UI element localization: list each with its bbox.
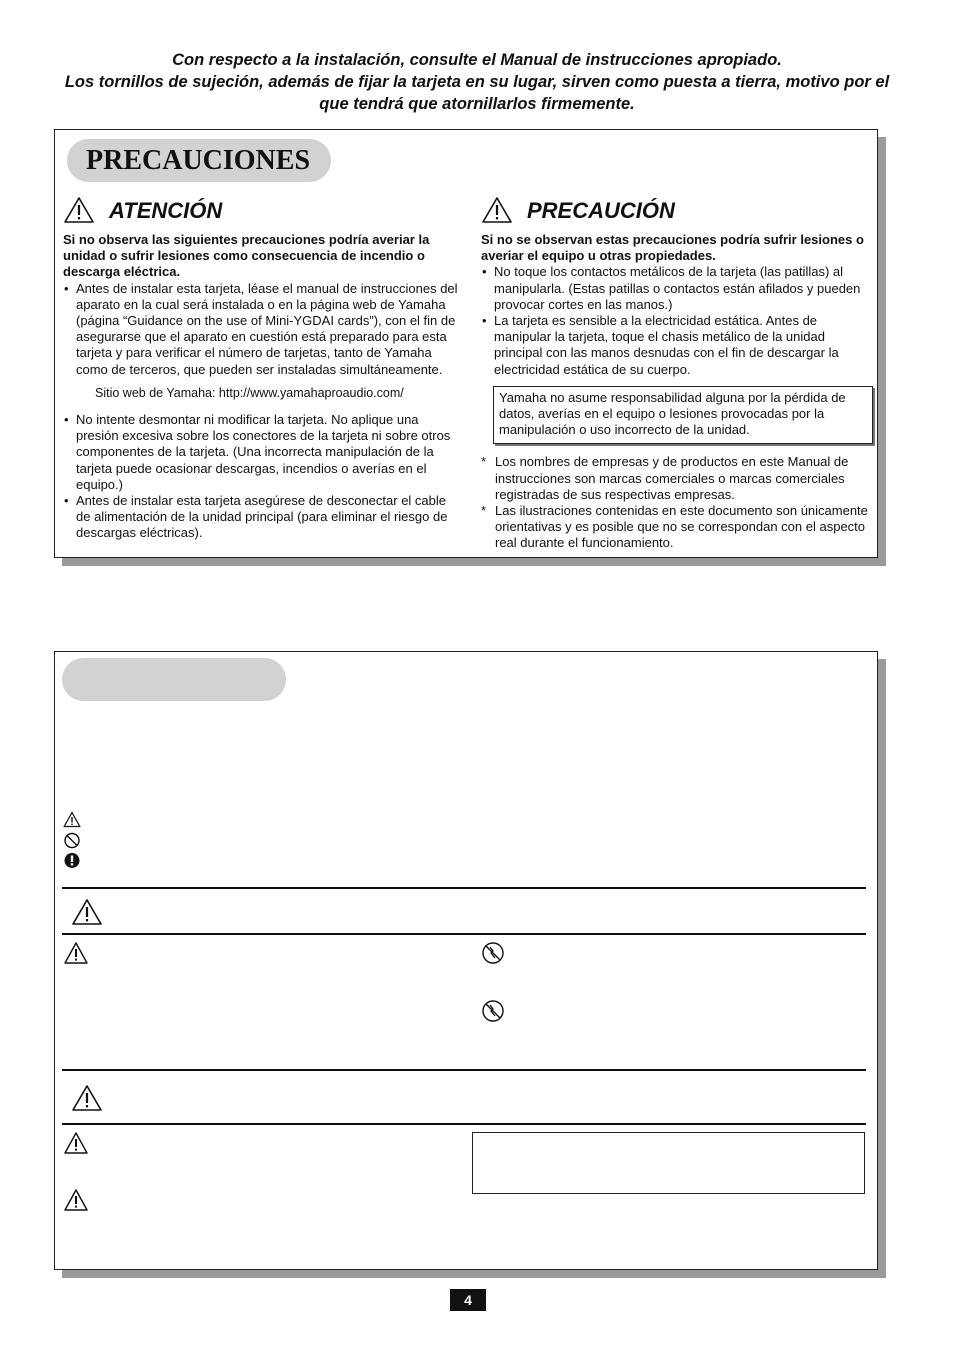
prohibited-icon xyxy=(63,832,81,849)
caution-column xyxy=(481,196,873,552)
caution-heading xyxy=(481,196,873,230)
installation-note-line-2: Los tornillos de sujeción, además de fijar la tarjeta en su lugar, sirven como puesta a tierra, motivo por el xyxy=(64,73,890,91)
precautions-title: PRECAUCIONES xyxy=(86,145,311,176)
liability-notice: Yamaha no asume responsabilidad alguna por la pérdida de datos, averías en el equipo o lesiones provocadas por la manipulación o uso incorrecto de la unidad. xyxy=(493,386,873,445)
warning-triangle-icon xyxy=(63,1131,89,1155)
caution-item-1: • No toque los contactos metálicos de la tarjeta (las patillas) al manipularla. (Estas patillas o contactos están afilados y pueden provocar cortes en las manos.) xyxy=(481,264,873,313)
footnote-illustrations: * Las ilustraciones contenidas en este documento son únicamente orientativas y es posible que no se correspondan con el aspecto real durante el funcionamiento. xyxy=(481,503,873,552)
section-rule xyxy=(62,933,866,935)
page-number: 4 xyxy=(450,1289,486,1311)
warning-item-3: • Antes de instalar esta tarjeta asegúrese de desconectar el cable de alimentación de la unidad principal (para eliminar el riesgo de descargas eléctricas). xyxy=(63,493,459,542)
blank-title-pill xyxy=(62,658,286,701)
footnote-trademarks: * Los nombres de empresas y de productos en este Manual de instrucciones son marcas comerciales o marcas comerciales registradas de sus respectivas empresas. xyxy=(481,454,873,503)
caution-heading-label: PRECAUCIÓN xyxy=(527,198,675,223)
warning-triangle-icon xyxy=(63,811,81,828)
no-disassembly-icon xyxy=(481,999,505,1023)
warning-triangle-icon xyxy=(71,898,103,926)
blank-precautions-box xyxy=(54,651,878,1270)
warning-heading xyxy=(63,196,459,230)
precautions-title-pill xyxy=(67,139,331,182)
warning-triangle-icon xyxy=(71,1084,103,1112)
section-rule xyxy=(62,1069,866,1071)
yamaha-website: Sitio web de Yamaha: http://www.yamahaproaudio.com/ xyxy=(95,385,404,400)
installation-note-line-1: Con respecto a la instalación, consulte el Manual de instrucciones apropiado. xyxy=(172,51,782,69)
warning-column xyxy=(63,196,459,542)
caution-lead: Si no se observan estas precauciones podría sufrir lesiones o averiar el equipo u otras propiedades. xyxy=(481,232,864,264)
warning-triangle-icon xyxy=(63,941,89,965)
no-disassembly-icon xyxy=(481,941,505,965)
warning-triangle-icon xyxy=(63,196,95,224)
mandatory-icon xyxy=(63,852,81,869)
warning-list xyxy=(63,281,459,378)
blank-notice-box xyxy=(472,1132,865,1194)
footnotes xyxy=(481,454,873,551)
precautions-box xyxy=(54,129,878,558)
installation-note xyxy=(40,49,914,115)
warning-lead: Si no observa las siguientes precauciones podría averiar la unidad o sufrir lesiones como consecuencia de incendio o descarga eléctrica. xyxy=(63,232,430,280)
warning-list-cont xyxy=(63,412,459,542)
warning-item-2: • No intente desmontar ni modificar la tarjeta. No aplique una presión excesiva sobre los conectores de la tarjeta ni sobre otros componentes de la tarjeta. (Una incorrecta manipulación de la tarjeta puede ocasionar descargas, incendios o averías en el equipo.) xyxy=(63,412,459,493)
caution-list xyxy=(481,264,873,377)
warning-triangle-icon xyxy=(63,1188,89,1212)
warning-triangle-icon xyxy=(481,196,513,224)
section-rule xyxy=(62,1123,866,1125)
warning-heading-label: ATENCIÓN xyxy=(109,198,223,223)
section-rule xyxy=(62,887,866,889)
caution-item-2: • La tarjeta es sensible a la electricidad estática. Antes de manipular la tarjeta, toque el chasis metálico de la unidad principal con las manos desnudas con el fin de descargar la electricidad estática de su cuerpo. xyxy=(481,313,873,378)
installation-note-line-3: que tendrá que atornillarlos firmemente. xyxy=(319,95,635,113)
warning-item-1: • Antes de instalar esta tarjeta, léase el manual de instrucciones del aparato en la cual será instalada o en la página web de Yamaha (página “Guidance on the use of Mini-YGDAI cards”), con el fin de asegurarse que el aparato en cuestión está preparado para esta tarjeta y para verificar el número de tarjetas, tanto de Yamaha como de terceros, que pueden ser instaladas simultáneamente. xyxy=(63,281,459,378)
